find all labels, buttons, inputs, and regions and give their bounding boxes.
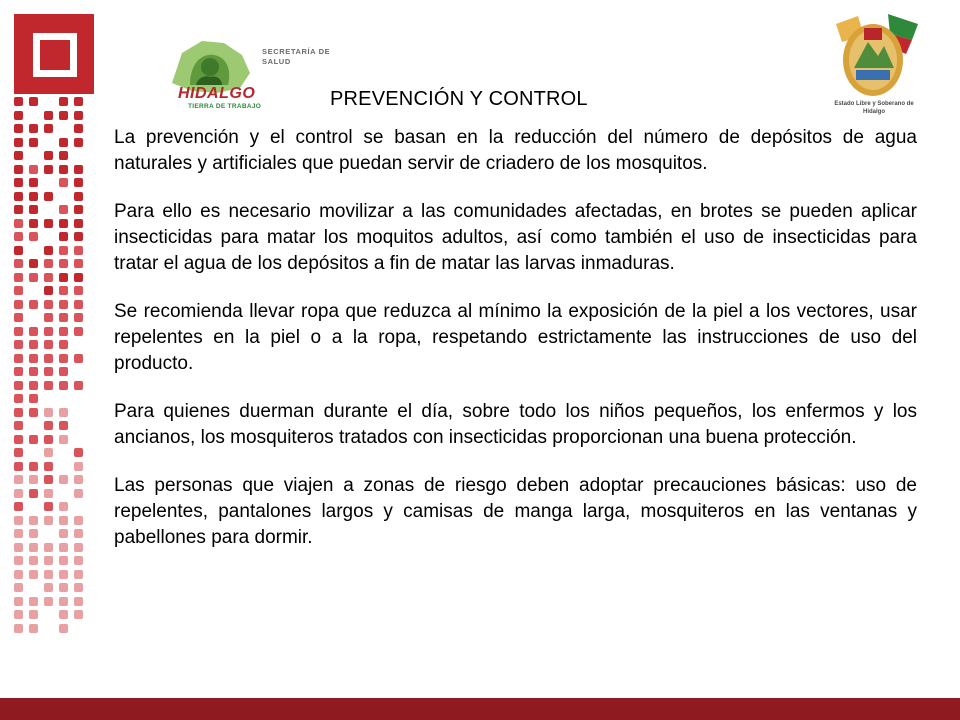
slide-body [114, 125, 917, 573]
decorative-dot [44, 421, 53, 430]
decorative-dot [14, 219, 23, 228]
decorative-dot [74, 111, 83, 120]
decorative-dot [44, 273, 53, 282]
decorative-dot [74, 192, 83, 201]
decorative-dot [29, 354, 38, 363]
decorative-dot [14, 286, 23, 295]
brand-tagline: TIERRA DE TRABAJO [188, 103, 262, 110]
decorative-dot [74, 354, 83, 363]
decorative-dot [44, 111, 53, 120]
decorative-dot [74, 516, 83, 525]
secretaria-label: SECRETARÍA DE SALUD [262, 47, 331, 66]
decorative-dot [14, 178, 23, 187]
decorative-dot [29, 610, 38, 619]
decorative-dot [14, 367, 23, 376]
decorative-dot [14, 610, 23, 619]
decorative-dot [29, 516, 38, 525]
decorative-dot [14, 435, 23, 444]
decorative-dot [14, 570, 23, 579]
decorative-dot [44, 327, 53, 336]
coat-of-arms [828, 10, 923, 120]
decorative-dot [44, 151, 53, 160]
decorative-dot [44, 408, 53, 417]
decorative-dot [59, 502, 68, 511]
decorative-dot [59, 327, 68, 336]
decorative-dot [59, 205, 68, 214]
decorative-dot [14, 624, 23, 633]
decorative-dot [59, 624, 68, 633]
decorative-dot [74, 219, 83, 228]
decorative-dot [29, 462, 38, 471]
decorative-dot [59, 246, 68, 255]
decorative-dot [14, 448, 23, 457]
decorative-dot [29, 232, 38, 241]
decorative-dot [44, 475, 53, 484]
paragraph-community: Para ello es necesario movilizar a las comunidades afectadas, en brotes se pueden aplicar insecticidas para matar los moquitos adultos, así como también el uso de insecticidas para tratar el agua de los depósitos a fin de matar las larvas inmaduras. [114, 201, 917, 274]
decorative-dot [14, 394, 23, 403]
decorative-dot [74, 556, 83, 565]
decorative-dot [29, 408, 38, 417]
decorative-dot [59, 138, 68, 147]
decorative-dot [59, 340, 68, 349]
decorative-dot [29, 124, 38, 133]
decorative-dot [44, 489, 53, 498]
paragraph-prevention: La prevención y el control se basan en la reducción del número de depósitos de agua naturales y artificiales que puedan servir de criadero de los mosquitos. [114, 127, 917, 174]
decorative-dot [74, 381, 83, 390]
decorative-dot [74, 246, 83, 255]
decorative-dot [44, 124, 53, 133]
decorative-dot [14, 205, 23, 214]
decorative-dot [14, 192, 23, 201]
slide-title: PREVENCIÓN Y CONTROL [330, 88, 588, 110]
decorative-dot [29, 367, 38, 376]
arms-caption: Estado Libre y Soberano de Hidalgo [834, 101, 914, 115]
decorative-dot [59, 232, 68, 241]
decorative-dot [74, 529, 83, 538]
decorative-dot-column [14, 97, 94, 697]
decorative-dot [29, 435, 38, 444]
decorative-dot [44, 313, 53, 322]
decorative-dot [44, 286, 53, 295]
decorative-dot [14, 502, 23, 511]
decorative-dot [44, 259, 53, 268]
decorative-dot [44, 570, 53, 579]
paragraph-clothing: Se recomienda llevar ropa que reduzca al mínimo la exposición de la piel a los vectores, usar repelentes en la piel o a la ropa, respetando estrictamente las instrucciones de uso del producto. [114, 301, 917, 374]
decorative-dot [74, 543, 83, 552]
decorative-dot [74, 273, 83, 282]
decorative-dot [74, 462, 83, 471]
decorative-dot [74, 597, 83, 606]
decorative-dot [74, 232, 83, 241]
decorative-dot [59, 529, 68, 538]
decorative-dot [44, 165, 53, 174]
decorative-dot [44, 192, 53, 201]
decorative-dot [44, 367, 53, 376]
decorative-dot [44, 462, 53, 471]
decorative-dot [44, 597, 53, 606]
decorative-dot [14, 273, 23, 282]
decorative-dot [14, 583, 23, 592]
decorative-dot [44, 435, 53, 444]
decorative-dot [44, 543, 53, 552]
decorative-dot [59, 475, 68, 484]
decorative-dot [14, 111, 23, 120]
decorative-dot [14, 151, 23, 160]
decorative-dot [14, 516, 23, 525]
decorative-dot [74, 570, 83, 579]
decorative-dot [44, 502, 53, 511]
secretaria-salud-logo [162, 33, 342, 118]
decorative-dot [44, 381, 53, 390]
decorative-dot [29, 556, 38, 565]
decorative-dot [44, 219, 53, 228]
decorative-dot [14, 529, 23, 538]
decorative-dot [14, 300, 23, 309]
decorative-dot [74, 205, 83, 214]
decorative-dot [29, 327, 38, 336]
decorative-dot [14, 246, 23, 255]
decorative-dot [29, 138, 38, 147]
coat-of-arms-icon [828, 10, 923, 100]
decorative-dot [14, 475, 23, 484]
decorative-dot [14, 313, 23, 322]
decorative-dot [29, 97, 38, 106]
decorative-dot [29, 543, 38, 552]
decorative-dot [29, 597, 38, 606]
decorative-dot [44, 246, 53, 255]
decorative-dot [29, 340, 38, 349]
decorative-dot [74, 475, 83, 484]
decorative-dot [74, 610, 83, 619]
decorative-dot [29, 381, 38, 390]
decorative-dot [74, 165, 83, 174]
decorative-dot [59, 165, 68, 174]
decorative-dot [59, 570, 68, 579]
decorative-dot [14, 556, 23, 565]
decorative-dot [59, 286, 68, 295]
decorative-dot [59, 97, 68, 106]
decorative-dot [74, 178, 83, 187]
decorative-dot [59, 313, 68, 322]
decorative-dot [44, 354, 53, 363]
corner-logo-ring [33, 33, 77, 77]
decorative-dot [59, 597, 68, 606]
decorative-dot [14, 138, 23, 147]
decorative-dot [29, 165, 38, 174]
decorative-dot [44, 340, 53, 349]
footer-bar [0, 698, 960, 720]
decorative-dot [59, 259, 68, 268]
decorative-dot [14, 421, 23, 430]
decorative-dot [29, 192, 38, 201]
decorative-dot [59, 556, 68, 565]
decorative-dot [29, 394, 38, 403]
decorative-dot [14, 354, 23, 363]
decorative-dot [29, 529, 38, 538]
decorative-dot [14, 489, 23, 498]
decorative-dot [44, 583, 53, 592]
decorative-dot [59, 111, 68, 120]
decorative-dot [59, 610, 68, 619]
decorative-dot [59, 151, 68, 160]
decorative-dot [29, 219, 38, 228]
decorative-dot [59, 381, 68, 390]
decorative-dot [14, 408, 23, 417]
decorative-dot [59, 300, 68, 309]
decorative-dot [14, 165, 23, 174]
decorative-dot [29, 178, 38, 187]
decorative-dot [74, 300, 83, 309]
decorative-dot [74, 489, 83, 498]
decorative-dot [74, 259, 83, 268]
decorative-dot [29, 489, 38, 498]
decorative-dot [59, 219, 68, 228]
corner-square-logo [14, 14, 94, 94]
decorative-dot [44, 516, 53, 525]
decorative-dot [44, 448, 53, 457]
decorative-dot [74, 286, 83, 295]
decorative-dot [29, 205, 38, 214]
decorative-dot [74, 124, 83, 133]
decorative-dot [14, 124, 23, 133]
decorative-dot [74, 327, 83, 336]
decorative-dot [14, 381, 23, 390]
decorative-dot [59, 367, 68, 376]
decorative-dot [74, 97, 83, 106]
paragraph-travelers: Las personas que viajen a zonas de riesgo deben adoptar precauciones básicas: uso de repelentes, pantalones largos y camisas de manga larga, mosquiteros en las ventanas y pabellones para dormir. [114, 475, 917, 548]
decorative-dot [29, 273, 38, 282]
decorative-dot [59, 273, 68, 282]
decorative-dot [29, 624, 38, 633]
decorative-dot [59, 354, 68, 363]
decorative-dot [29, 570, 38, 579]
decorative-dot [59, 421, 68, 430]
decorative-dot [14, 259, 23, 268]
decorative-dot [59, 435, 68, 444]
decorative-dot [44, 556, 53, 565]
decorative-dot [59, 543, 68, 552]
decorative-dot [14, 462, 23, 471]
decorative-dot [29, 259, 38, 268]
decorative-dot [14, 597, 23, 606]
paragraph-mosquito-nets: Para quienes duerman durante el día, sobre todo los niños pequeños, los enfermos y los ancianos, los mosquiteros tratados con insecticidas proporcionan una buena protección. [114, 401, 917, 448]
decorative-dot [74, 583, 83, 592]
decorative-dot [14, 543, 23, 552]
decorative-dot [44, 300, 53, 309]
decorative-dot [14, 327, 23, 336]
decorative-dot [74, 313, 83, 322]
decorative-dot [59, 178, 68, 187]
decorative-dot [29, 300, 38, 309]
decorative-dot [14, 97, 23, 106]
decorative-dot [74, 138, 83, 147]
decorative-dot [14, 340, 23, 349]
decorative-dot [59, 516, 68, 525]
decorative-dot [74, 448, 83, 457]
decorative-dot [29, 475, 38, 484]
decorative-dot [59, 583, 68, 592]
decorative-dot [59, 408, 68, 417]
brand-name: HIDALGO [178, 85, 256, 102]
decorative-dot [14, 232, 23, 241]
